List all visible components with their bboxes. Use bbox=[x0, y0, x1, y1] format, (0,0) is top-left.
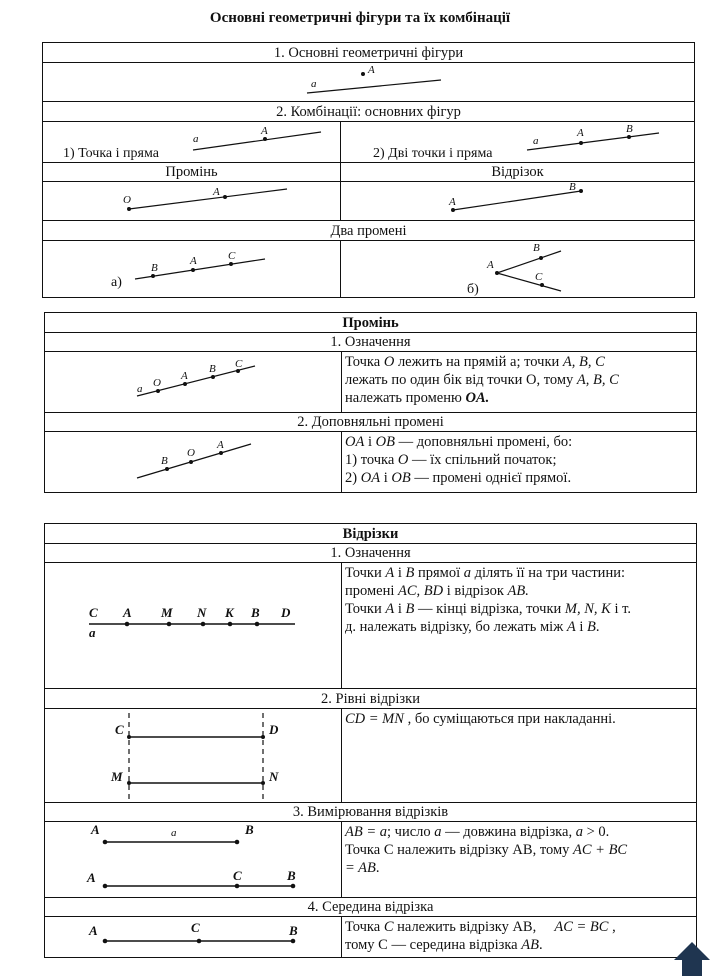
svg-text:B: B bbox=[287, 868, 296, 883]
text-line: 2) OA і OB — промені однієї прямої. bbox=[345, 470, 572, 486]
basic-figures-table bbox=[42, 42, 695, 298]
header-two-rays: Два промені bbox=[43, 221, 695, 241]
svg-text:M: M bbox=[111, 769, 123, 784]
text-line: Точка С належить відрізку АВ, тому AC + BC bbox=[345, 842, 628, 858]
svg-text:N: N bbox=[197, 605, 207, 620]
svg-text:B: B bbox=[161, 455, 168, 467]
section-combinations: 2. Комбінації: основних фігур bbox=[43, 102, 695, 122]
figure-equal-segments bbox=[45, 709, 342, 803]
figure-ray-definition bbox=[45, 352, 342, 413]
svg-text:a: a bbox=[193, 133, 199, 145]
svg-text:A: A bbox=[261, 125, 268, 137]
ray-definition-text bbox=[342, 352, 697, 413]
arrow-up-icon[interactable] bbox=[672, 940, 712, 976]
label-A: A bbox=[368, 64, 375, 76]
equal-segments-header: 2. Рівні відрізки bbox=[45, 689, 697, 709]
text-line: д. належать відрізку, бо лежать між A і B. bbox=[345, 619, 600, 635]
complementary-rays-header: 2. Доповняльні промені bbox=[45, 413, 697, 432]
svg-text:C: C bbox=[89, 605, 98, 620]
figure-ray bbox=[43, 182, 341, 221]
label-variant-a: а) bbox=[111, 275, 122, 290]
svg-text:A: A bbox=[449, 196, 456, 208]
svg-text:A: A bbox=[487, 259, 494, 271]
svg-text:C: C bbox=[535, 271, 543, 283]
measuring-segments-header: 3. Вимірювання відрізків bbox=[45, 803, 697, 822]
svg-text:B: B bbox=[245, 822, 254, 837]
svg-text:B: B bbox=[533, 242, 540, 254]
svg-text:B: B bbox=[151, 262, 158, 274]
svg-text:A: A bbox=[89, 923, 98, 938]
figure-two-rays-b bbox=[341, 241, 695, 298]
header-segment: Відрізок bbox=[341, 163, 695, 182]
text-line: Точка C належить відрізку АВ, AC = BC , bbox=[345, 919, 616, 935]
svg-text:C: C bbox=[233, 868, 242, 883]
svg-text:A: A bbox=[213, 186, 220, 198]
text-line: = AB. bbox=[345, 860, 380, 876]
midpoint-text bbox=[342, 917, 697, 958]
text-line: промені AC, BD і відрізок AB. bbox=[345, 583, 529, 599]
cell-two-points-and-line bbox=[341, 122, 695, 163]
svg-text:a: a bbox=[89, 625, 96, 640]
segments-table bbox=[44, 523, 697, 958]
two-points-caption: 2) Дві точки і пряма bbox=[373, 146, 493, 161]
svg-text:A: A bbox=[91, 822, 100, 837]
text-line: AB = a; число a — довжина відрізка, a > 0. bbox=[345, 824, 610, 840]
svg-text:B: B bbox=[289, 923, 298, 938]
svg-text:O: O bbox=[153, 377, 161, 389]
midpoint-header: 4. Середина відрізка bbox=[45, 898, 697, 917]
ray-title: Промінь bbox=[45, 313, 697, 333]
text-line: OA і OB — доповняльні промені, бо: bbox=[345, 434, 573, 450]
equal-segments-text bbox=[342, 709, 697, 803]
ray-definition-header: 1. Означення bbox=[45, 333, 697, 352]
text-line: 1) точка O — їх спільний початок; bbox=[345, 452, 557, 468]
svg-text:N: N bbox=[269, 769, 279, 784]
svg-text:A: A bbox=[181, 370, 188, 382]
segments-title: Відрізки bbox=[45, 524, 697, 544]
svg-text:O: O bbox=[187, 447, 195, 459]
text-line: належать променю OA. bbox=[345, 390, 490, 406]
svg-text:B: B bbox=[251, 605, 260, 620]
header-ray: Промінь bbox=[43, 163, 341, 182]
svg-text:D: D bbox=[269, 722, 279, 737]
svg-text:B: B bbox=[209, 363, 216, 375]
text-line: Точки A і B прямої a ділять її на три частини: bbox=[345, 565, 625, 581]
segments-definition-text bbox=[342, 563, 697, 689]
svg-text:D: D bbox=[281, 605, 291, 620]
svg-text:A: A bbox=[190, 255, 197, 267]
measuring-segments-text bbox=[342, 822, 697, 898]
svg-text:A: A bbox=[123, 605, 132, 620]
svg-text:B: B bbox=[626, 123, 633, 135]
text-line: CD = MN , бо суміщаються при накладанні. bbox=[345, 711, 616, 727]
segments-definition-header: 1. Означення bbox=[45, 544, 697, 563]
figure-measuring-segments bbox=[45, 822, 342, 898]
svg-text:a: a bbox=[137, 383, 143, 395]
svg-text:C: C bbox=[235, 358, 243, 370]
svg-text:C: C bbox=[191, 920, 200, 935]
cell-point-and-line bbox=[43, 122, 341, 163]
point-and-line-caption: 1) Точка і пряма bbox=[63, 146, 159, 161]
page-title: Основні геометричні фігури та їх комбінації bbox=[209, 10, 511, 26]
svg-text:B: B bbox=[569, 182, 576, 193]
svg-text:K: K bbox=[225, 605, 234, 620]
ray-table bbox=[44, 312, 697, 493]
svg-text:A: A bbox=[217, 439, 224, 451]
text-line: тому С — середина відрізка AB. bbox=[345, 937, 543, 953]
label-variant-b: б) bbox=[467, 282, 479, 297]
figure-segments-definition bbox=[45, 563, 342, 689]
figure-complementary-rays bbox=[45, 432, 342, 493]
text-line: Точка O лежить на прямій а; точки A, B, C bbox=[345, 354, 605, 370]
text-line: Точки A і B — кінці відрізка, точки M, N, K і т. bbox=[345, 601, 631, 617]
figure-segment bbox=[341, 182, 695, 221]
svg-text:C: C bbox=[115, 722, 124, 737]
text-line: лежать по один бік від точки О, тому A, B, C bbox=[345, 372, 619, 388]
svg-text:C: C bbox=[228, 250, 236, 262]
svg-text:O: O bbox=[123, 194, 131, 206]
label-a: a bbox=[311, 78, 317, 90]
figure-midpoint bbox=[45, 917, 342, 958]
svg-text:A: A bbox=[87, 870, 96, 885]
section-basic-figures: 1. Основні геометричні фігури bbox=[43, 43, 695, 63]
svg-text:M: M bbox=[161, 605, 173, 620]
svg-text:A: A bbox=[577, 127, 584, 139]
complementary-rays-text bbox=[342, 432, 697, 493]
svg-text:a: a bbox=[533, 135, 539, 147]
svg-text:a: a bbox=[171, 827, 177, 839]
figure-two-rays-a bbox=[43, 241, 341, 298]
figure-line-and-point bbox=[43, 63, 695, 102]
